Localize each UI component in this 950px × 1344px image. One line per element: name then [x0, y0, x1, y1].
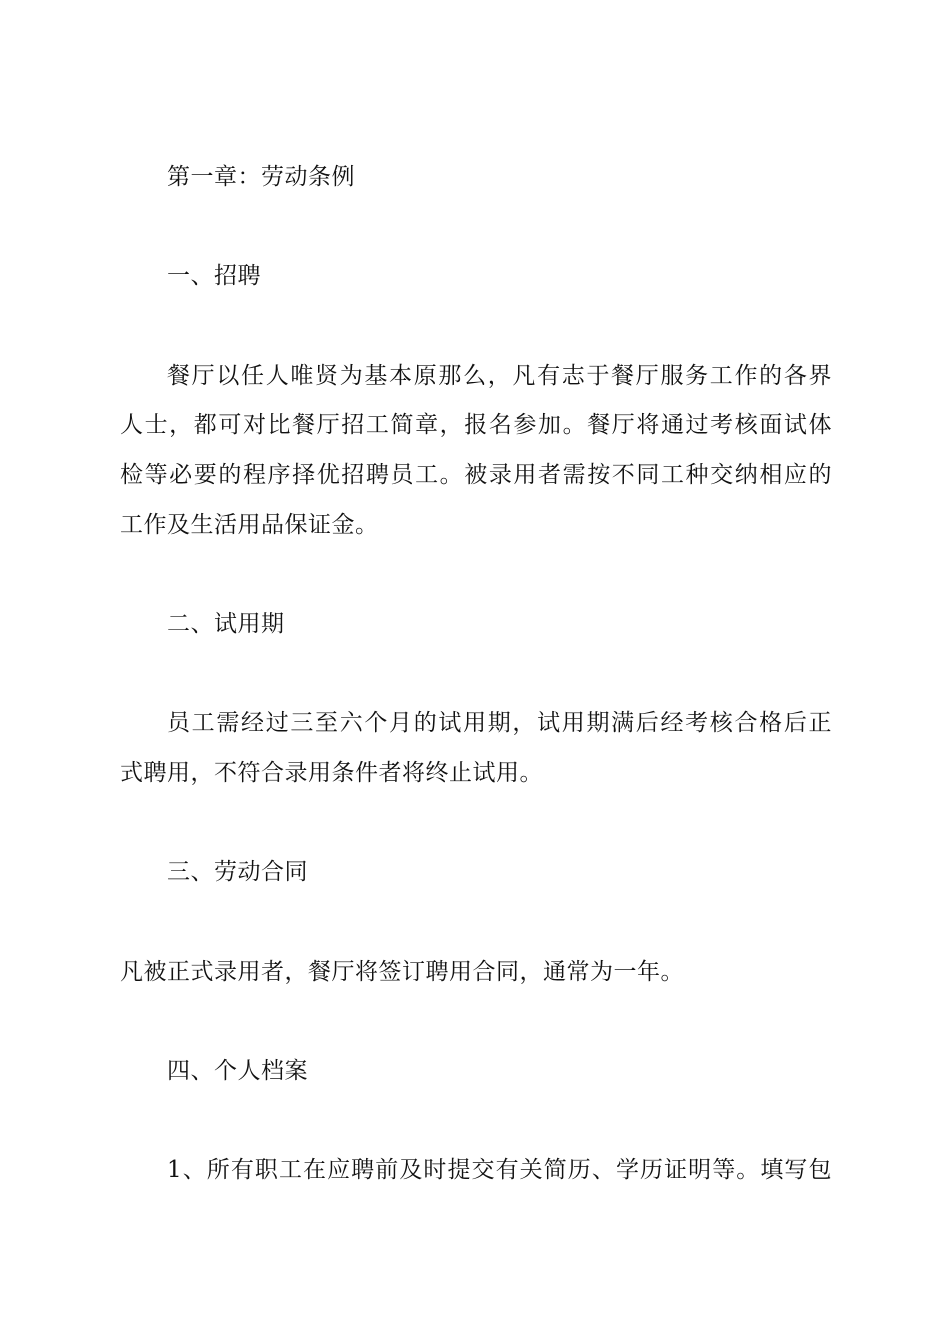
- paragraph-line: 餐厅以任人唯贤为基本原那么，凡有志于餐厅服务工作的各界: [167, 363, 832, 389]
- section-heading-personal-file: 四、个人档案: [167, 1058, 308, 1084]
- section-heading-probation: 二、试用期: [167, 611, 285, 637]
- paragraph-line: 人士，都可对比餐厅招工简章，报名参加。餐厅将通过考核面试体: [120, 412, 832, 438]
- section-heading-recruitment: 一、招聘: [167, 263, 261, 289]
- paragraph-line: 员工需经过三至六个月的试用期，试用期满后经考核合格后正: [167, 710, 832, 736]
- paragraph-line: 凡被正式录用者，餐厅将签订聘用合同，通常为一年。: [120, 959, 684, 985]
- paragraph-line: 工作及生活用品保证金。: [120, 512, 379, 538]
- chapter-title: 第一章：劳动条例: [167, 164, 355, 190]
- paragraph-line: 式聘用，不符合录用条件者将终止试用。: [120, 760, 543, 786]
- section-heading-contract: 三、劳动合同: [167, 859, 308, 885]
- paragraph-line: 检等必要的程序择优招聘员工。被录用者需按不同工种交纳相应的: [120, 462, 832, 488]
- paragraph-line: 1、所有职工在应聘前及时提交有关简历、学历证明等。填写包: [167, 1157, 832, 1183]
